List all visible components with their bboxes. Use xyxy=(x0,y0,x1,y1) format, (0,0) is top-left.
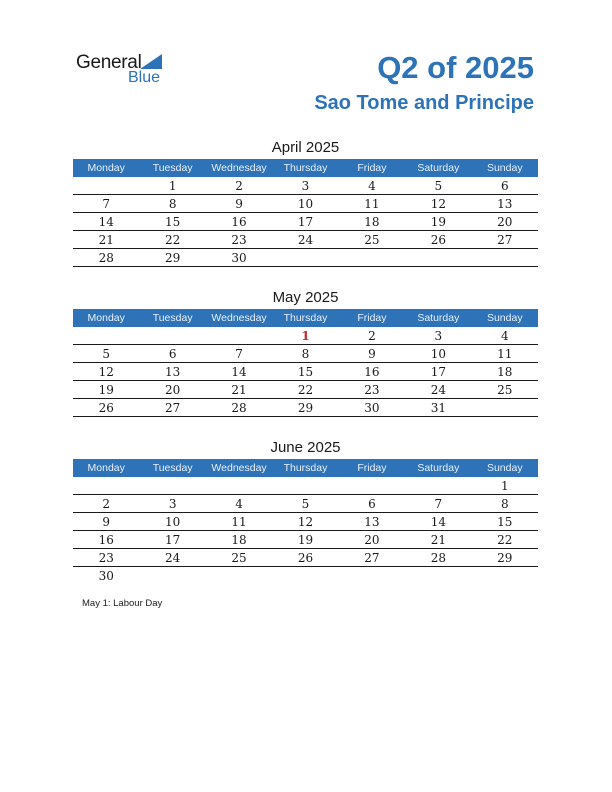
day-cell: 17 xyxy=(297,215,314,229)
day-cell: 8 xyxy=(301,347,310,361)
day-cell: 1 xyxy=(301,329,310,343)
weekday-header xyxy=(73,309,538,327)
day-cell: 29 xyxy=(164,251,181,265)
month-april xyxy=(73,137,538,267)
day-cell: 18 xyxy=(497,365,513,379)
empty-day-cell xyxy=(339,567,405,585)
day-cell: 23 xyxy=(364,383,380,397)
empty-day-cell xyxy=(139,477,205,495)
day-cell: 1 xyxy=(500,479,509,493)
day-cell: 6 xyxy=(368,497,376,511)
week-row xyxy=(73,195,538,213)
day-cell: 25 xyxy=(497,383,513,397)
day-cell: 10 xyxy=(164,515,181,529)
weekday-label: Monday xyxy=(87,462,125,474)
week-row xyxy=(73,363,538,381)
weekday-label: Saturday xyxy=(417,462,460,474)
day-cell: 4 xyxy=(368,179,376,193)
day-cell: 19 xyxy=(430,215,446,229)
day-cell: 2 xyxy=(235,179,243,193)
day-cell: 17 xyxy=(430,365,446,379)
day-cell: 7 xyxy=(235,347,243,361)
weekday-label: Thursday xyxy=(283,162,328,174)
day-cell: 26 xyxy=(297,551,314,565)
empty-day-cell xyxy=(73,177,139,195)
day-cell: 3 xyxy=(168,497,177,511)
week-row xyxy=(73,381,538,399)
country-subtitle: Sao Tome and Principe xyxy=(314,92,534,114)
weekday-label: Thursday xyxy=(283,312,328,324)
weekday-label: Sunday xyxy=(486,312,523,324)
weekday-header xyxy=(73,159,538,177)
weekday-label: Wednesday xyxy=(211,162,267,174)
day-cell: 7 xyxy=(102,197,111,211)
day-cell: 30 xyxy=(98,569,114,583)
day-cell: 30 xyxy=(364,401,380,415)
empty-day-cell xyxy=(272,477,338,495)
day-cell: 9 xyxy=(102,515,111,529)
day-cell: 10 xyxy=(297,197,314,211)
brand-logo xyxy=(76,52,186,92)
empty-day-cell xyxy=(272,249,338,267)
empty-day-cell xyxy=(472,399,538,417)
day-cell: 5 xyxy=(301,497,310,511)
day-cell: 13 xyxy=(164,365,181,379)
week-row xyxy=(73,477,538,495)
day-cell: 25 xyxy=(364,233,380,247)
empty-day-cell xyxy=(405,567,471,585)
day-cell: 22 xyxy=(297,383,314,397)
day-cell: 15 xyxy=(164,215,181,229)
day-cell: 4 xyxy=(500,329,509,343)
day-cell: 18 xyxy=(364,215,380,229)
day-cell: 16 xyxy=(231,215,247,229)
logo-triangle-icon xyxy=(140,54,162,69)
empty-day-cell xyxy=(472,567,538,585)
week-row xyxy=(73,531,538,549)
day-cell: 28 xyxy=(430,551,446,565)
empty-day-cell xyxy=(339,249,405,267)
empty-day-cell xyxy=(206,327,272,345)
empty-day-cell xyxy=(139,327,205,345)
day-cell: 24 xyxy=(297,233,314,247)
day-cell: 26 xyxy=(98,401,114,415)
day-cell: 24 xyxy=(164,551,181,565)
day-cell: 13 xyxy=(497,197,513,211)
day-cell: 7 xyxy=(434,497,443,511)
day-cell: 31 xyxy=(430,401,446,415)
week-row xyxy=(73,549,538,567)
day-cell: 4 xyxy=(235,497,243,511)
day-cell: 19 xyxy=(297,533,314,547)
empty-day-cell xyxy=(206,567,272,585)
weekday-label: Sunday xyxy=(486,462,523,474)
week-row xyxy=(73,249,538,267)
day-cell: 26 xyxy=(430,233,446,247)
day-cell: 27 xyxy=(164,401,181,415)
day-cell: 15 xyxy=(297,365,314,379)
month-title: April 2025 xyxy=(271,139,340,156)
weekday-label: Monday xyxy=(87,312,125,324)
day-cell: 25 xyxy=(231,551,247,565)
day-cell: 28 xyxy=(231,401,247,415)
day-cell: 20 xyxy=(164,383,181,397)
day-cell: 14 xyxy=(98,215,114,229)
page-title: Q2 of 2025 xyxy=(377,50,534,85)
weekday-label: Tuesday xyxy=(152,162,193,174)
day-cell: 28 xyxy=(98,251,114,265)
day-cell: 23 xyxy=(231,233,247,247)
weekday-label: Wednesday xyxy=(211,312,267,324)
weekday-label: Sunday xyxy=(486,162,523,174)
week-row xyxy=(73,177,538,195)
week-row xyxy=(73,513,538,531)
day-cell: 2 xyxy=(368,329,376,343)
week-row xyxy=(73,231,538,249)
empty-day-cell xyxy=(73,327,139,345)
day-cell: 20 xyxy=(364,533,380,547)
day-cell: 1 xyxy=(168,179,177,193)
month-june xyxy=(73,437,538,584)
day-cell: 3 xyxy=(434,329,443,343)
day-cell: 8 xyxy=(168,197,177,211)
weekday-label: Saturday xyxy=(417,162,460,174)
day-cell: 27 xyxy=(497,233,513,247)
weekday-label: Tuesday xyxy=(152,462,193,474)
day-cell: 16 xyxy=(98,533,114,547)
logo-blue-text: Blue xyxy=(128,69,161,86)
empty-day-cell xyxy=(405,249,471,267)
day-cell: 21 xyxy=(430,533,446,547)
day-cell: 12 xyxy=(297,515,314,529)
day-cell: 20 xyxy=(497,215,513,229)
month-title: May 2025 xyxy=(272,289,339,306)
day-cell: 11 xyxy=(364,197,380,211)
day-cell: 27 xyxy=(364,551,380,565)
weekday-label: Friday xyxy=(357,462,387,474)
day-cell: 13 xyxy=(364,515,380,529)
day-cell: 18 xyxy=(231,533,247,547)
day-cell: 6 xyxy=(500,179,509,193)
day-cell: 5 xyxy=(434,179,443,193)
week-row xyxy=(73,495,538,513)
logo-general-text: General xyxy=(76,52,142,73)
day-cell: 29 xyxy=(497,551,513,565)
day-cell: 12 xyxy=(98,365,114,379)
empty-day-cell xyxy=(139,567,205,585)
empty-day-cell xyxy=(472,249,538,267)
weekday-label: Saturday xyxy=(417,312,460,324)
day-cell: 10 xyxy=(430,347,446,361)
day-cell: 14 xyxy=(430,515,446,529)
empty-day-cell xyxy=(206,477,272,495)
day-cell: 22 xyxy=(497,533,513,547)
day-cell: 30 xyxy=(231,251,247,265)
holiday-note: May 1: Labour Day xyxy=(82,598,163,609)
day-cell: 12 xyxy=(430,197,446,211)
weekday-label: Monday xyxy=(87,162,125,174)
month-title: June 2025 xyxy=(270,439,341,456)
weekday-label: Friday xyxy=(357,312,387,324)
day-cell: 19 xyxy=(98,383,114,397)
day-cell: 17 xyxy=(164,533,181,547)
month-may xyxy=(73,287,538,417)
day-cell: 21 xyxy=(98,233,114,247)
week-row xyxy=(73,327,538,345)
day-cell: 3 xyxy=(301,179,310,193)
day-cell: 24 xyxy=(430,383,446,397)
weekday-label: Thursday xyxy=(283,462,328,474)
day-cell: 21 xyxy=(231,383,247,397)
weekday-label: Wednesday xyxy=(211,462,267,474)
day-cell: 9 xyxy=(235,197,243,211)
empty-day-cell xyxy=(272,567,338,585)
day-cell: 29 xyxy=(297,401,314,415)
weekday-label: Tuesday xyxy=(152,312,193,324)
day-cell: 11 xyxy=(231,515,247,529)
empty-day-cell xyxy=(405,477,471,495)
day-cell: 9 xyxy=(368,347,376,361)
day-cell: 15 xyxy=(497,515,513,529)
day-cell: 6 xyxy=(168,347,177,361)
week-row xyxy=(73,567,538,584)
day-cell: 14 xyxy=(231,365,247,379)
day-cell: 16 xyxy=(364,365,380,379)
day-cell: 8 xyxy=(500,497,509,511)
day-cell: 5 xyxy=(102,347,111,361)
day-cell: 22 xyxy=(164,233,181,247)
weekday-label: Friday xyxy=(357,162,387,174)
day-cell: 2 xyxy=(102,497,111,511)
week-row xyxy=(73,345,538,363)
day-cell: 11 xyxy=(497,347,513,361)
week-row xyxy=(73,213,538,231)
empty-day-cell xyxy=(73,477,139,495)
day-cell: 23 xyxy=(98,551,114,565)
week-row xyxy=(73,399,538,417)
empty-day-cell xyxy=(339,477,405,495)
weekday-header xyxy=(73,459,538,477)
